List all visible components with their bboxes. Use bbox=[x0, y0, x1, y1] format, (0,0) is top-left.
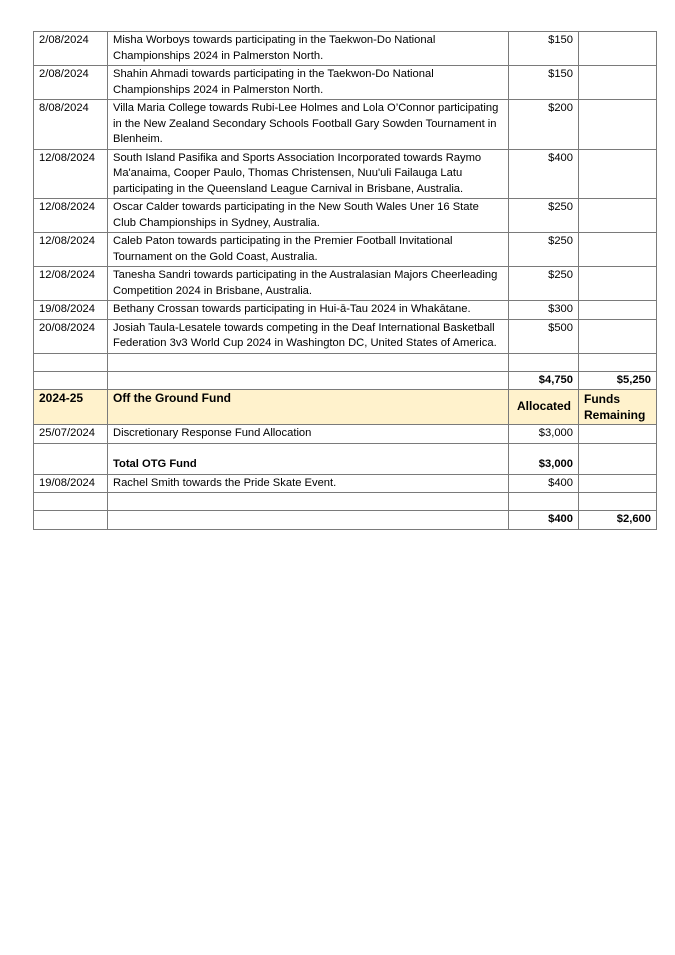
remaining-cell bbox=[579, 319, 657, 353]
amount-cell: $250 bbox=[509, 199, 579, 233]
remaining-cell bbox=[579, 100, 657, 150]
otg-funds-remaining: $2,600 bbox=[579, 511, 657, 530]
table-row bbox=[34, 474, 657, 493]
description-cell: Misha Worboys towards participating in the Taekwon-Do National Championships 2024 in Palmerston North. bbox=[108, 32, 509, 66]
table-row bbox=[34, 66, 657, 100]
remaining-cell bbox=[579, 199, 657, 233]
grants-funds-remaining: $5,250 bbox=[579, 371, 657, 390]
date-cell: 19/08/2024 bbox=[34, 474, 108, 493]
grants-table bbox=[33, 31, 657, 530]
date-cell: 8/08/2024 bbox=[34, 100, 108, 150]
description-cell: Rachel Smith towards the Pride Skate Event. bbox=[108, 474, 509, 493]
remaining-cell bbox=[579, 233, 657, 267]
remaining-cell bbox=[579, 149, 657, 199]
otg-final-total-amount: $400 bbox=[509, 511, 579, 530]
amount-cell: $150 bbox=[509, 66, 579, 100]
amount-cell: $500 bbox=[509, 319, 579, 353]
otg-fund-title: Off the Ground Fund bbox=[108, 390, 509, 425]
amount-cell: $3,000 bbox=[509, 425, 579, 444]
otg-allocation-row bbox=[34, 425, 657, 444]
date-cell: 19/08/2024 bbox=[34, 301, 108, 320]
otg-total-row bbox=[34, 443, 657, 474]
table-row bbox=[34, 149, 657, 199]
description-cell: South Island Pasifika and Sports Association Incorporated towards Raymo Ma'anaima, Cooper Paulo, Thomas Christensen, Nuu'uli Failauga Latu participating in the Queensland League Carnival in Brisbane, Australia. bbox=[108, 149, 509, 199]
otg-header-row bbox=[34, 390, 657, 425]
otg-total-amount: $3,000 bbox=[509, 443, 579, 474]
blank-row bbox=[34, 353, 657, 371]
amount-cell: $300 bbox=[509, 301, 579, 320]
grants-total-row bbox=[34, 371, 657, 390]
description-cell: Villa Maria College towards Rubi-Lee Holmes and Lola O’Connor participating in the New Zealand Secondary Schools Football Gary Sowden Tournament in Blenheim. bbox=[108, 100, 509, 150]
table-row bbox=[34, 32, 657, 66]
remaining-cell bbox=[579, 301, 657, 320]
remaining-cell bbox=[579, 474, 657, 493]
table-row bbox=[34, 319, 657, 353]
table-row bbox=[34, 267, 657, 301]
remaining-cell bbox=[579, 66, 657, 100]
amount-cell: $250 bbox=[509, 233, 579, 267]
table-row bbox=[34, 199, 657, 233]
date-cell: 12/08/2024 bbox=[34, 199, 108, 233]
grants-total-amount: $4,750 bbox=[509, 371, 579, 390]
date-cell: 12/08/2024 bbox=[34, 267, 108, 301]
amount-cell: $400 bbox=[509, 149, 579, 199]
otg-total-label: Total OTG Fund bbox=[108, 443, 509, 474]
date-cell: 20/08/2024 bbox=[34, 319, 108, 353]
description-cell: Caleb Paton towards participating in the Premier Football Invitational Tournament on the Gold Coast, Australia. bbox=[108, 233, 509, 267]
date-cell: 25/07/2024 bbox=[34, 425, 108, 444]
amount-cell: $150 bbox=[509, 32, 579, 66]
date-cell: 12/08/2024 bbox=[34, 233, 108, 267]
table-row bbox=[34, 233, 657, 267]
remaining-cell bbox=[579, 267, 657, 301]
description-cell: Discretionary Response Fund Allocation bbox=[108, 425, 509, 444]
date-cell: 2/08/2024 bbox=[34, 66, 108, 100]
description-cell: Bethany Crossan towards participating in Hui-ā-Tau 2024 in Whakātane. bbox=[108, 301, 509, 320]
funds-remaining-header: Funds Remaining bbox=[579, 390, 657, 425]
amount-cell: $250 bbox=[509, 267, 579, 301]
otg-year: 2024-25 bbox=[34, 390, 108, 425]
description-cell: Oscar Calder towards participating in the New South Wales Uner 16 State Club Championships in Sydney, Australia. bbox=[108, 199, 509, 233]
allocated-header: Allocated bbox=[509, 390, 579, 425]
date-cell: 2/08/2024 bbox=[34, 32, 108, 66]
description-cell: Tanesha Sandri towards participating in the Australasian Majors Cheerleading Competition 2024 in Brisbane, Australia. bbox=[108, 267, 509, 301]
amount-cell: $400 bbox=[509, 474, 579, 493]
table-row bbox=[34, 100, 657, 150]
description-cell: Josiah Taula-Lesatele towards competing in the Deaf International Basketball Federation 3v3 World Cup 2024 in Washington DC, United States of America. bbox=[108, 319, 509, 353]
date-cell: 12/08/2024 bbox=[34, 149, 108, 199]
description-cell: Shahin Ahmadi towards participating in the Taekwon-Do National Championships 2024 in Palmerston North. bbox=[108, 66, 509, 100]
remaining-cell bbox=[579, 32, 657, 66]
amount-cell: $200 bbox=[509, 100, 579, 150]
otg-final-total-row bbox=[34, 511, 657, 530]
blank-row bbox=[34, 493, 657, 511]
table-row bbox=[34, 301, 657, 320]
